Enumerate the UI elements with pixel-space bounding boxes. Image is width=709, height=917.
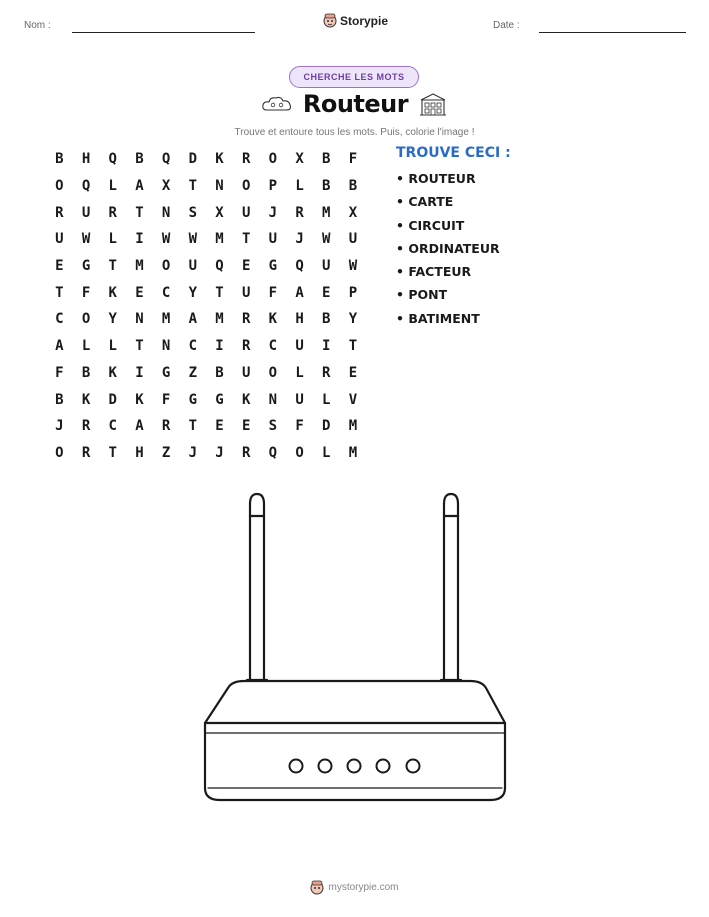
grid-letter[interactable]: Q [215, 258, 224, 275]
grid-letter[interactable]: C [188, 338, 197, 355]
grid-letter[interactable]: O [268, 364, 278, 381]
grid-letter[interactable]: J [295, 231, 304, 248]
grid-letter[interactable]: F [55, 364, 64, 381]
grid-letter[interactable]: J [215, 444, 224, 461]
grid-letter[interactable]: Q [161, 151, 171, 168]
name-line [72, 32, 255, 33]
grid-letter[interactable]: O [268, 151, 278, 168]
grid-letter[interactable]: Y [188, 284, 197, 301]
grid-letter[interactable]: L [295, 178, 304, 195]
word-item: • ORDINATEUR [396, 240, 500, 256]
grid-letter[interactable]: W [348, 258, 358, 275]
grid-letter[interactable]: W [188, 231, 197, 248]
grid-letter[interactable]: U [241, 284, 251, 301]
footer [0, 880, 709, 895]
grid-row [46, 413, 366, 440]
grid-letter[interactable]: A [135, 178, 144, 195]
grid-letter[interactable]: M [322, 204, 331, 221]
grid-letter[interactable]: G [215, 391, 224, 408]
grid-letter[interactable]: W [322, 231, 331, 248]
brand-logo [323, 13, 388, 28]
grid-row [46, 333, 366, 360]
grid-letter[interactable]: X [295, 151, 304, 168]
grid-letter[interactable]: E [348, 364, 358, 381]
grid-letter[interactable]: C [161, 284, 171, 301]
grid-letter[interactable]: O [55, 178, 64, 195]
word-item: • PONT [396, 287, 448, 303]
grid-letter[interactable]: K [215, 151, 224, 168]
grid-letter[interactable]: R [55, 204, 64, 221]
grid-letter[interactable]: O [55, 444, 64, 461]
instructions: Trouve et entoure tous les mots. Puis, colorie l'image ! [234, 127, 475, 138]
grid-letter[interactable]: Q [268, 444, 278, 461]
grid-letter[interactable]: R [81, 418, 91, 435]
grid-letter[interactable]: B [135, 151, 144, 168]
grid-letter[interactable]: A [55, 338, 64, 355]
grid-letter[interactable]: Q [81, 178, 91, 195]
word-list [396, 171, 500, 334]
grid-letter[interactable]: T [348, 338, 358, 355]
grid-letter[interactable]: K [108, 364, 117, 381]
router-top [205, 681, 505, 723]
grid-letter[interactable]: B [322, 151, 331, 168]
grid-letter[interactable]: Q [295, 258, 304, 275]
grid-letter[interactable]: R [241, 311, 251, 328]
grid-letter[interactable]: L [322, 444, 331, 461]
grid-letter[interactable]: L [108, 338, 117, 355]
grid-letter[interactable]: K [268, 311, 278, 328]
grid-letter[interactable]: T [135, 338, 144, 355]
grid-letter[interactable]: H [295, 311, 304, 328]
word-item: • CIRCUIT [396, 217, 465, 233]
grid-letter[interactable]: T [188, 178, 197, 195]
grid-letter[interactable]: G [268, 258, 278, 275]
grid-letter[interactable]: K [135, 391, 144, 408]
grid-letter[interactable]: U [188, 258, 197, 275]
grid-letter[interactable]: B [81, 364, 91, 381]
grid-letter[interactable]: R [322, 364, 331, 381]
grid-letter[interactable]: E [241, 418, 251, 435]
grid-letter[interactable]: Q [108, 151, 117, 168]
grid-letter[interactable]: A [295, 284, 304, 301]
grid-letter[interactable]: L [322, 391, 331, 408]
grid-letter[interactable]: H [81, 151, 91, 168]
grid-letter[interactable]: N [135, 311, 144, 328]
grid-letter[interactable]: I [135, 364, 144, 381]
grid-letter[interactable]: T [135, 204, 144, 221]
router-illustration [200, 488, 510, 808]
grid-letter[interactable]: A [188, 311, 197, 328]
grid-letter[interactable]: Y [108, 311, 117, 328]
grid-letter[interactable]: U [241, 364, 251, 381]
grid-letter[interactable]: P [268, 178, 278, 195]
grid-letter[interactable]: Z [188, 364, 197, 381]
grid-letter[interactable]: E [215, 418, 224, 435]
status-lights [290, 760, 420, 773]
grid-letter[interactable]: F [268, 284, 278, 301]
grid-row [46, 360, 366, 387]
grid-letter[interactable]: K [241, 391, 251, 408]
grid-letter[interactable]: N [215, 178, 224, 195]
grid-row [46, 440, 366, 467]
grid-row [46, 199, 366, 226]
grid-letter[interactable]: C [268, 338, 278, 355]
grid-letter[interactable]: I [322, 338, 331, 355]
grid-letter[interactable]: U [81, 204, 91, 221]
grid-letter[interactable]: E [322, 284, 331, 301]
grid-letter[interactable]: R [241, 444, 251, 461]
word-item: • FACTEUR [396, 264, 472, 280]
grid-letter[interactable]: R [295, 204, 304, 221]
grid-letter[interactable]: T [215, 284, 224, 301]
grid-letter[interactable]: N [161, 338, 171, 355]
word-item: • BATIMENT [396, 310, 480, 326]
grid-row [46, 226, 366, 253]
grid-letter[interactable]: U [268, 231, 278, 248]
grid-letter[interactable]: B [322, 311, 331, 328]
word-item: • CARTE [396, 194, 454, 210]
grid-letter[interactable]: R [108, 204, 117, 221]
grid-letter[interactable]: O [295, 444, 304, 461]
brand-name: Storypie [340, 13, 389, 28]
grid-letter[interactable]: C [108, 418, 117, 435]
grid-letter[interactable]: U [348, 231, 358, 248]
grid-letter[interactable]: N [268, 391, 278, 408]
grid-letter[interactable]: J [188, 444, 197, 461]
grid-letter[interactable]: F [295, 418, 304, 435]
grid-letter[interactable]: H [135, 444, 144, 461]
grid-letter[interactable]: A [135, 418, 144, 435]
grid-letter[interactable]: O [161, 258, 171, 275]
grid-letter[interactable]: T [55, 284, 64, 301]
grid-letter[interactable]: L [295, 364, 304, 381]
grid-letter[interactable]: B [55, 151, 64, 168]
building-icon [418, 92, 448, 116]
grid-row [46, 253, 366, 280]
grid-letter[interactable]: I [135, 231, 144, 248]
grid-letter[interactable]: R [81, 444, 91, 461]
storypie-mascot-icon [310, 880, 324, 895]
grid-letter[interactable]: X [348, 204, 358, 221]
grid-letter[interactable]: T [188, 418, 197, 435]
grid-letter[interactable]: W [161, 231, 171, 248]
grid-letter[interactable]: M [215, 311, 224, 328]
grid-letter[interactable]: B [215, 364, 224, 381]
grid-letter[interactable]: Z [161, 444, 171, 461]
grid-letter[interactable]: T [108, 258, 117, 275]
right-antenna [444, 494, 458, 680]
page-title: Routeur [302, 90, 409, 118]
grid-letter[interactable]: W [81, 231, 91, 248]
grid-letter[interactable]: P [348, 284, 358, 301]
word-list-title: TROUVE CECI : [396, 145, 511, 161]
grid-letter[interactable]: U [295, 391, 304, 408]
grid-letter[interactable]: E [241, 258, 251, 275]
grid-letter[interactable]: X [215, 204, 224, 221]
grid-row [46, 146, 366, 173]
grid-letter[interactable]: I [215, 338, 224, 355]
grid-letter[interactable]: B [322, 178, 331, 195]
grid-letter[interactable]: F [161, 391, 171, 408]
grid-letter[interactable]: U [55, 231, 64, 248]
word-search-grid [46, 146, 366, 466]
grid-letter[interactable]: B [348, 178, 358, 195]
grid-letter[interactable]: R [161, 418, 171, 435]
grid-letter[interactable]: M [135, 258, 144, 275]
left-antenna [250, 494, 264, 680]
grid-letter[interactable]: N [161, 204, 171, 221]
grid-letter[interactable]: O [241, 178, 251, 195]
activity-badge: CHERCHE LES MOTS [289, 66, 419, 88]
grid-letter[interactable]: V [348, 391, 358, 408]
grid-letter[interactable]: U [322, 258, 331, 275]
footer-url[interactable]: mystorypie.com [328, 882, 399, 893]
grid-letter[interactable]: D [108, 391, 117, 408]
grid-letter[interactable]: S [188, 204, 197, 221]
grid-letter[interactable]: R [241, 151, 251, 168]
grid-letter[interactable]: J [55, 418, 64, 435]
grid-row [46, 386, 366, 413]
grid-letter[interactable]: G [161, 364, 171, 381]
grid-letter[interactable]: M [348, 444, 358, 461]
grid-letter[interactable]: O [81, 311, 91, 328]
name-label: Nom : [24, 20, 51, 31]
grid-letter[interactable]: U [241, 204, 251, 221]
grid-letter[interactable]: F [348, 151, 358, 168]
grid-letter[interactable]: Y [348, 311, 358, 328]
grid-letter[interactable]: D [322, 418, 331, 435]
grid-letter[interactable]: D [188, 151, 197, 168]
grid-letter[interactable]: M [348, 418, 358, 435]
grid-letter[interactable]: S [268, 418, 278, 435]
grid-letter[interactable]: E [135, 284, 144, 301]
title-row [0, 90, 709, 118]
grid-letter[interactable]: K [81, 391, 91, 408]
grid-row [46, 306, 366, 333]
date-line [539, 32, 686, 33]
grid-letter[interactable]: R [241, 338, 251, 355]
grid-letter[interactable]: U [295, 338, 304, 355]
grid-letter[interactable]: L [108, 231, 117, 248]
grid-letter[interactable]: L [81, 338, 91, 355]
grid-letter[interactable]: E [55, 258, 64, 275]
date-label: Date : [493, 20, 520, 31]
grid-letter[interactable]: C [55, 311, 64, 328]
cloud-icon [261, 94, 293, 114]
grid-letter[interactable]: J [268, 204, 278, 221]
grid-letter[interactable]: G [188, 391, 197, 408]
grid-letter[interactable]: X [161, 178, 171, 195]
grid-letter[interactable]: K [108, 284, 117, 301]
grid-letter[interactable]: B [55, 391, 64, 408]
grid-letter[interactable]: F [81, 284, 91, 301]
grid-letter[interactable]: M [215, 231, 224, 248]
grid-letter[interactable]: T [108, 444, 117, 461]
grid-letter[interactable]: T [241, 231, 251, 248]
grid-letter[interactable]: L [108, 178, 117, 195]
grid-row [46, 173, 366, 200]
grid-letter[interactable]: M [161, 311, 171, 328]
grid-row [46, 279, 366, 306]
word-item: • ROUTEUR [396, 171, 476, 186]
grid-letter[interactable]: G [81, 258, 91, 275]
storypie-mascot-icon [323, 13, 337, 28]
